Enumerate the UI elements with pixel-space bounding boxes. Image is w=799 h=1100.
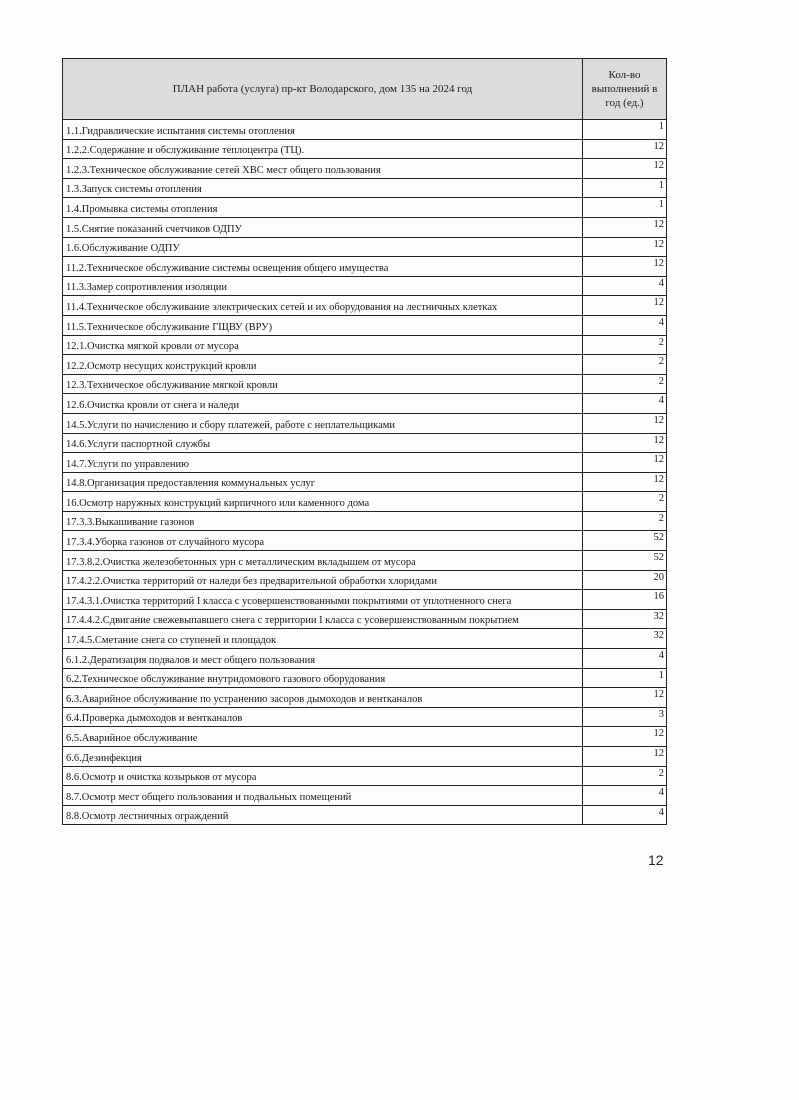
table-row <box>63 511 667 531</box>
work-item-name: 14.5.Услуги по начислению и сбору платежей, работе с неплательщиками <box>63 413 583 433</box>
work-item-count: 12 <box>583 688 667 708</box>
table-row <box>63 786 667 806</box>
page-number: 12 <box>648 852 664 868</box>
work-item-count: 4 <box>583 394 667 414</box>
work-item-name: 11.3.Замер сопротивления изоляции <box>63 276 583 296</box>
work-item-count: 12 <box>583 217 667 237</box>
work-item-name: 8.8.Осмотр лестничных ограждений <box>63 805 583 825</box>
work-item-count: 52 <box>583 551 667 571</box>
table-body <box>63 120 667 825</box>
work-item-name: 1.2.3.Техническое обслуживание сетей ХВС мест общего пользования <box>63 159 583 179</box>
work-item-name: 17.4.2.2.Очистка территорий от наледи без предварительной обработки хлоридами <box>63 570 583 590</box>
work-item-name: 12.1.Очистка мягкой кровли от мусора <box>63 335 583 355</box>
table-row <box>63 139 667 159</box>
work-item-count: 52 <box>583 531 667 551</box>
work-item-count: 12 <box>583 472 667 492</box>
table-row <box>63 766 667 786</box>
count-column-header: Кол-во выполнений в год (ед.) <box>583 59 667 120</box>
work-item-count: 1 <box>583 178 667 198</box>
work-item-count: 12 <box>583 727 667 747</box>
work-item-count: 32 <box>583 609 667 629</box>
work-item-name: 6.6.Дезинфекция <box>63 747 583 767</box>
work-item-name: 6.3.Аварийное обслуживание по устранению засоров дымоходов и вентканалов <box>63 688 583 708</box>
work-item-count: 4 <box>583 805 667 825</box>
work-item-name: 6.2.Техническое обслуживание внутридомового газового оборудования <box>63 668 583 688</box>
table-row <box>63 609 667 629</box>
work-item-count: 12 <box>583 257 667 277</box>
table-row <box>63 453 667 473</box>
table-row <box>63 335 667 355</box>
table-row <box>63 296 667 316</box>
table-row <box>63 590 667 610</box>
table-row <box>63 178 667 198</box>
work-item-name: 17.3.8.2.Очистка железобетонных урн с металлическим вкладышем от мусора <box>63 551 583 571</box>
work-item-name: 12.2.Осмотр несущих конструкций кровли <box>63 355 583 375</box>
work-item-name: 16.Осмотр наружных конструкций кирпичного или каменного дома <box>63 492 583 512</box>
work-item-count: 2 <box>583 766 667 786</box>
work-item-name: 11.5.Техническое обслуживание ГЩВУ (ВРУ) <box>63 315 583 335</box>
work-item-name: 12.3.Техническое обслуживание мягкой кровли <box>63 374 583 394</box>
work-item-count: 2 <box>583 355 667 375</box>
work-item-name: 1.2.2.Содержание и обслуживание теплоцентра (ТЦ). <box>63 139 583 159</box>
work-item-count: 12 <box>583 237 667 257</box>
table-row <box>63 629 667 649</box>
work-item-name: 14.6.Услуги паспортной службы <box>63 433 583 453</box>
work-item-name: 8.6.Осмотр и очистка козырьков от мусора <box>63 766 583 786</box>
work-item-count: 12 <box>583 413 667 433</box>
table-row <box>63 688 667 708</box>
work-item-count: 12 <box>583 433 667 453</box>
table-row <box>63 198 667 218</box>
work-item-count: 12 <box>583 139 667 159</box>
work-item-count: 3 <box>583 707 667 727</box>
work-item-name: 14.7.Услуги по управлению <box>63 453 583 473</box>
work-item-count: 1 <box>583 198 667 218</box>
work-item-name: 8.7.Осмотр мест общего пользования и подвальных помещений <box>63 786 583 806</box>
table-row <box>63 394 667 414</box>
table-row <box>63 570 667 590</box>
table-row <box>63 374 667 394</box>
table-row <box>63 531 667 551</box>
table-row <box>63 120 667 140</box>
work-item-count: 12 <box>583 747 667 767</box>
table-row <box>63 472 667 492</box>
table-row <box>63 315 667 335</box>
work-item-count: 16 <box>583 590 667 610</box>
table-row <box>63 159 667 179</box>
work-item-count: 4 <box>583 315 667 335</box>
table-row <box>63 649 667 669</box>
table-row <box>63 237 667 257</box>
table-row <box>63 433 667 453</box>
work-item-name: 14.8.Организация предоставления коммунальных услуг <box>63 472 583 492</box>
table-row <box>63 551 667 571</box>
work-item-name: 11.4.Техническое обслуживание электрических сетей и их оборудования на лестничных клетках <box>63 296 583 316</box>
table-row <box>63 668 667 688</box>
work-item-count: 2 <box>583 335 667 355</box>
work-item-count: 1 <box>583 668 667 688</box>
table-row <box>63 805 667 825</box>
table-row <box>63 276 667 296</box>
table-row <box>63 492 667 512</box>
work-item-name: 1.5.Снятие показаний счетчиков ОДПУ <box>63 217 583 237</box>
table-header-row <box>63 59 667 120</box>
work-item-count: 2 <box>583 374 667 394</box>
work-item-name: 17.4.5.Сметание снега со ступеней и площадок <box>63 629 583 649</box>
work-item-name: 1.1.Гидравлические испытания системы отопления <box>63 120 583 140</box>
work-item-name: 1.4.Промывка системы отопления <box>63 198 583 218</box>
table-row <box>63 707 667 727</box>
work-item-name: 17.4.4.2.Сдвигание свежевыпавшего снега с территории I класса с усовершенствованным покрытием <box>63 609 583 629</box>
work-item-count: 4 <box>583 276 667 296</box>
table-row <box>63 217 667 237</box>
plan-table <box>62 58 667 825</box>
work-item-count: 2 <box>583 492 667 512</box>
table-title: ПЛАН работа (услуга) пр-кт Володарского, дом 135 на 2024 год <box>63 59 583 120</box>
work-item-count: 32 <box>583 629 667 649</box>
work-item-name: 17.4.3.1.Очистка территорий I класса с усовершенствованными покрытиями от уплотненного снега <box>63 590 583 610</box>
work-item-count: 2 <box>583 511 667 531</box>
plan-table-container <box>62 58 666 825</box>
table-row <box>63 257 667 277</box>
work-item-count: 12 <box>583 296 667 316</box>
table-row <box>63 355 667 375</box>
work-item-count: 12 <box>583 453 667 473</box>
work-item-count: 12 <box>583 159 667 179</box>
work-item-count: 1 <box>583 120 667 140</box>
table-row <box>63 413 667 433</box>
work-item-name: 17.3.4.Уборка газонов от случайного мусора <box>63 531 583 551</box>
table-row <box>63 747 667 767</box>
work-item-name: 6.5.Аварийное обслуживание <box>63 727 583 747</box>
work-item-name: 17.3.3.Выкашивание газонов <box>63 511 583 531</box>
work-item-name: 1.6.Обслуживание ОДПУ <box>63 237 583 257</box>
work-item-name: 12.6.Очистка кровли от снега и наледи <box>63 394 583 414</box>
work-item-name: 11.2.Техническое обслуживание системы освещения общего имущества <box>63 257 583 277</box>
work-item-name: 6.1.2.Дератизация подвалов и мест общего пользования <box>63 649 583 669</box>
work-item-count: 4 <box>583 649 667 669</box>
work-item-count: 20 <box>583 570 667 590</box>
work-item-count: 4 <box>583 786 667 806</box>
work-item-name: 6.4.Проверка дымоходов и вентканалов <box>63 707 583 727</box>
table-row <box>63 727 667 747</box>
work-item-name: 1.3.Запуск системы отопления <box>63 178 583 198</box>
